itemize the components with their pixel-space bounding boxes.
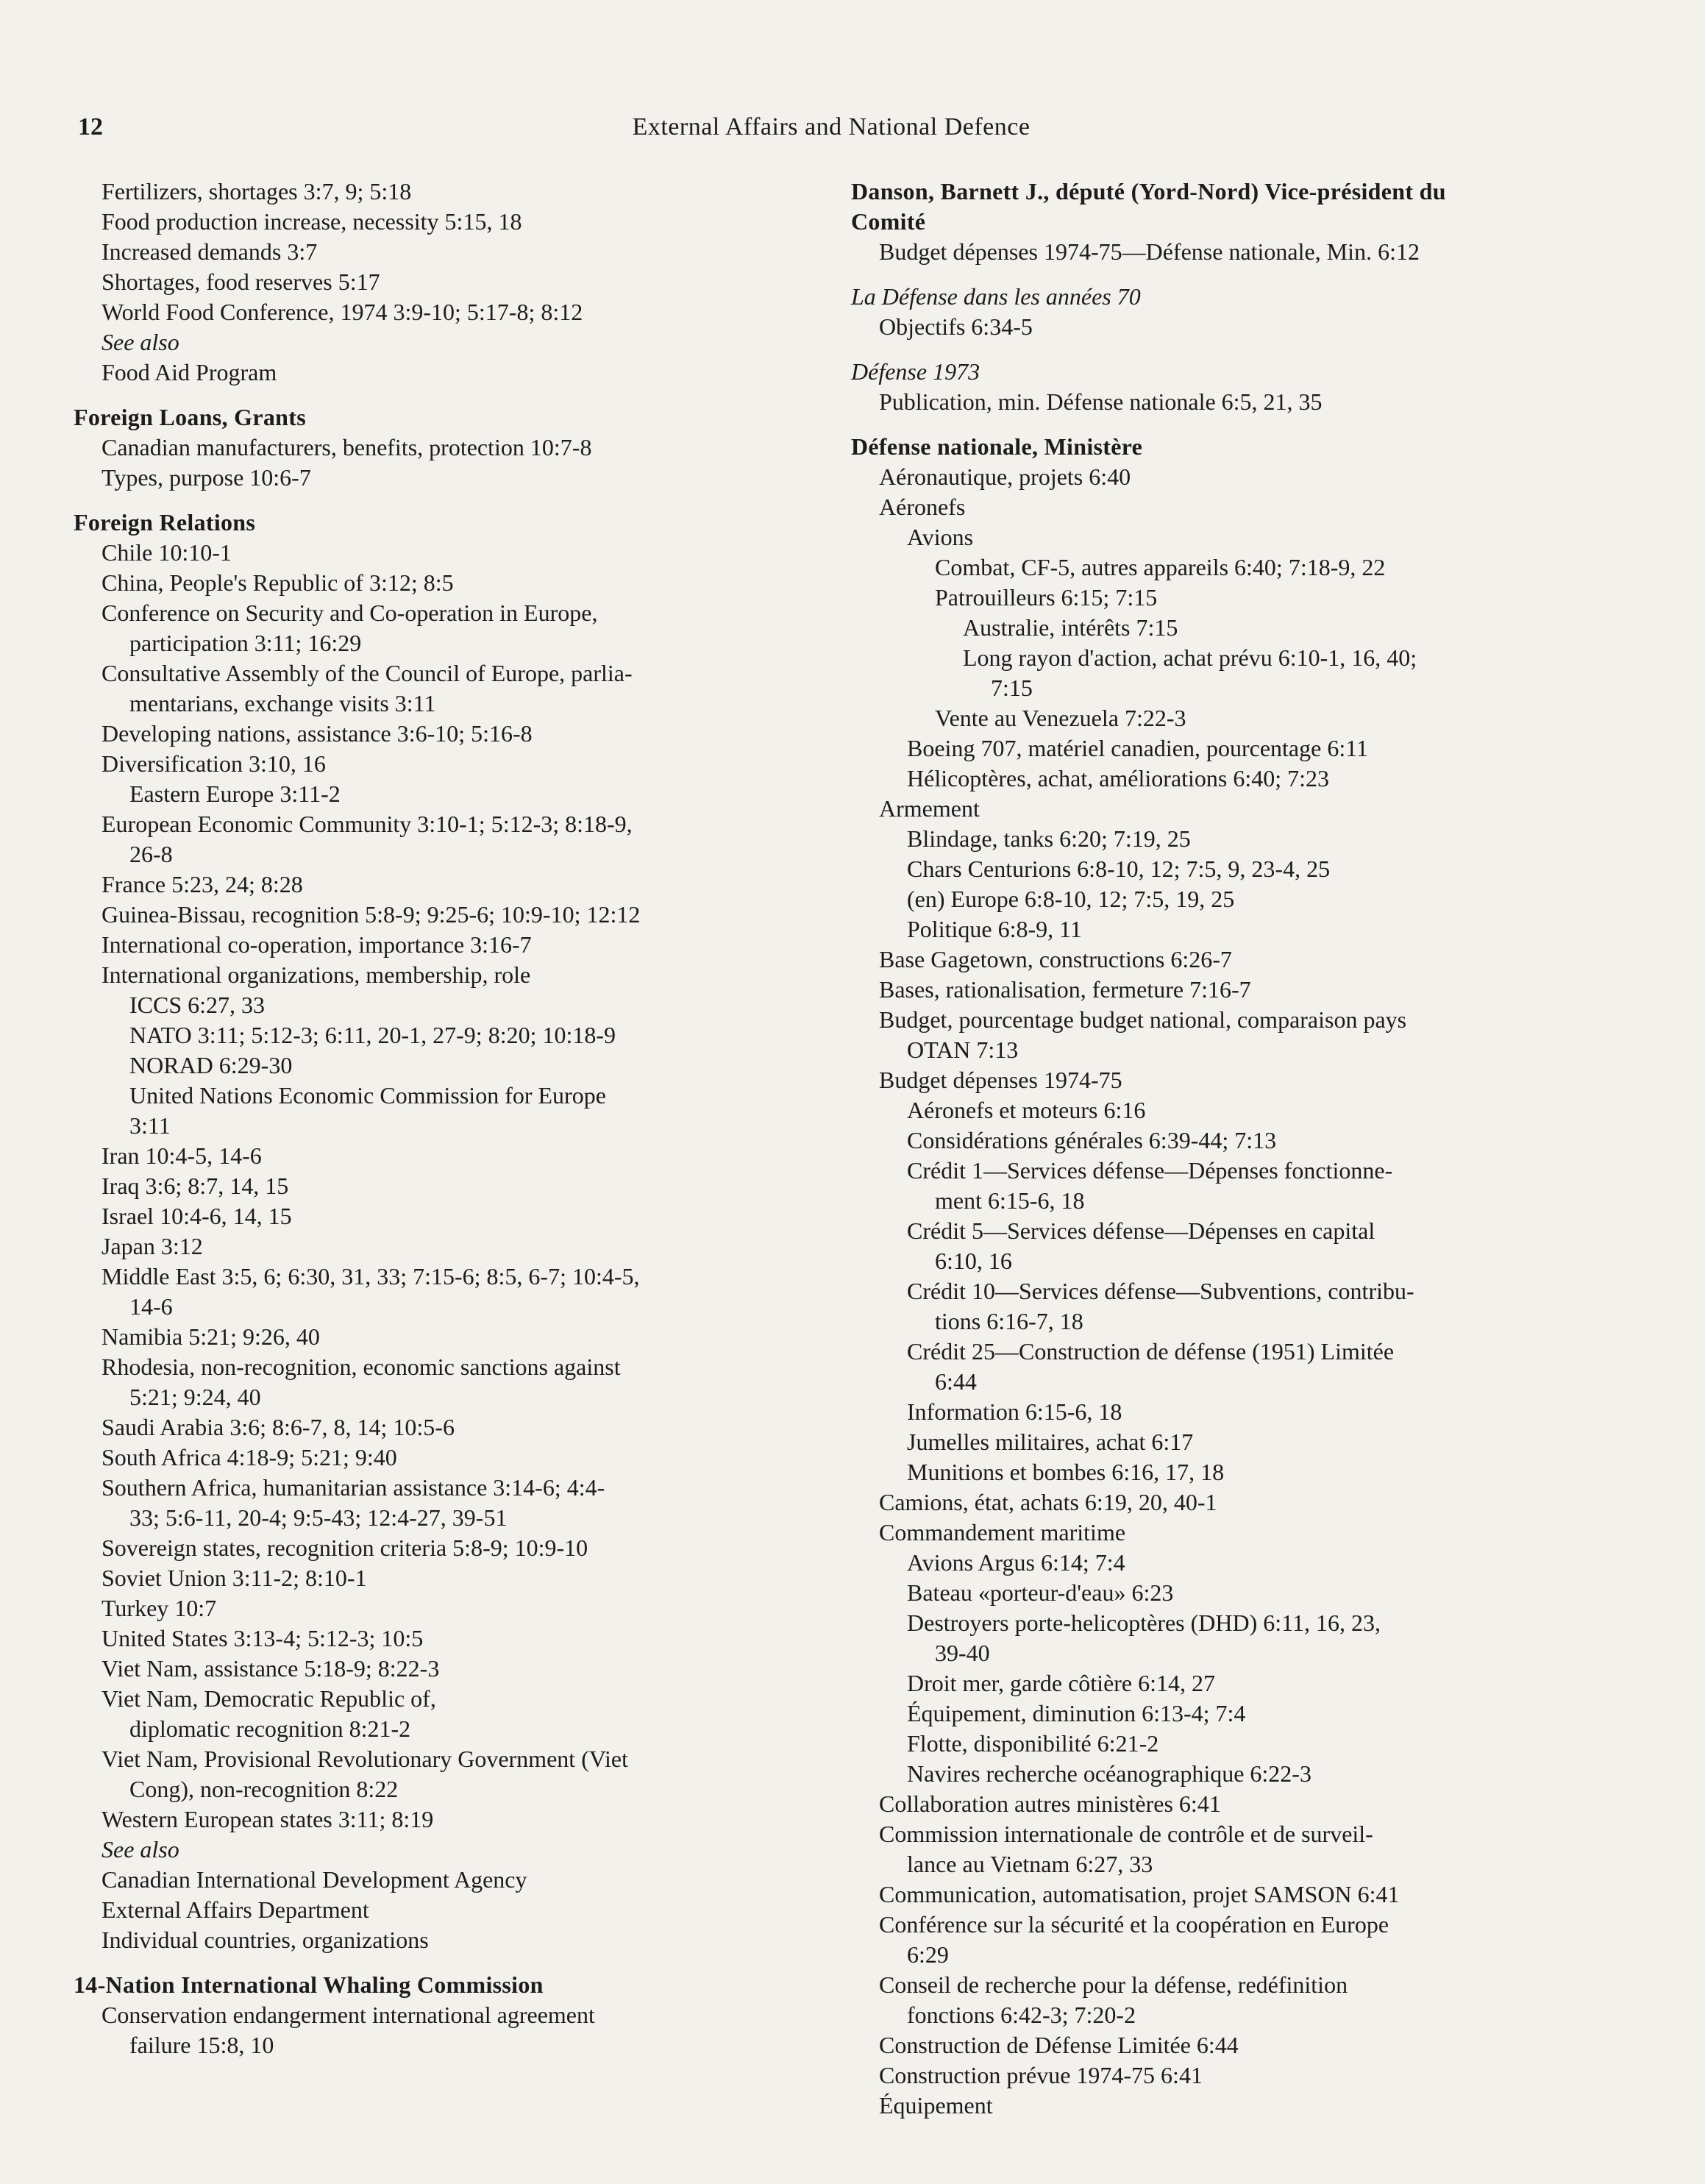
- entry-line: Japan 3:12: [102, 1233, 203, 1259]
- entry-line: ICCS 6:27, 33: [129, 992, 266, 1018]
- entry-line: Cong), non-recognition 8:22: [129, 1776, 399, 1802]
- entry-line: Turkey 10:7: [102, 1595, 217, 1621]
- entry-line: Consultative Assembly of the Council of Europe, parlia-: [102, 660, 633, 686]
- entry-line: Crédit 25—Construction de défense (1951) Limitée: [907, 1338, 1395, 1365]
- entry-line: Conservation endangerment international agreement: [102, 2002, 595, 2028]
- entry-line: Publication, min. Défense nationale 6:5, 21, 35: [879, 388, 1323, 415]
- entry-line: World Food Conference, 1974 3:9-10; 5:17-8; 8:12: [102, 299, 583, 325]
- right-column: [851, 177, 1590, 2121]
- entry-line: Long rayon d'action, achat prévu 6:10-1, 16, 40;: [963, 644, 1417, 671]
- entry-line: Destroyers porte-helicoptères (DHD) 6:11, 16, 23,: [907, 1609, 1381, 1636]
- entry-line: Rhodesia, non-recognition, economic sanctions against: [102, 1354, 621, 1380]
- entry-line: Eastern Europe 3:11-2: [129, 780, 341, 807]
- entry-line: International co-operation, importance 3:16-7: [102, 931, 532, 958]
- entry-line: Équipement: [879, 2092, 993, 2119]
- page-number: 12: [78, 113, 103, 140]
- entry-line: European Economic Community 3:10-1; 5:12-3; 8:18-9,: [102, 811, 633, 837]
- index-entry: [74, 402, 816, 493]
- entry-line: 14-6: [129, 1293, 173, 1320]
- index-entry: [851, 432, 1590, 2121]
- entry-line: External Affairs Department: [102, 1896, 369, 1923]
- entry-line: Commandement maritime: [879, 1519, 1126, 1545]
- entry-heading: Danson, Barnett J., député (Yord-Nord) Vice-président du: [851, 178, 1446, 204]
- entry-line: Budget dépenses 1974-75—Défense nationale, Min. 6:12: [879, 238, 1420, 265]
- entry-line: failure 15:8, 10: [129, 2032, 274, 2058]
- entry-line: Construction prévue 1974-75 6:41: [879, 2062, 1203, 2088]
- entry-line: Increased demands 3:7: [102, 238, 318, 265]
- entry-line: Combat, CF-5, autres appareils 6:40; 7:18-9, 22: [935, 554, 1386, 580]
- entry-line: 3:11: [129, 1112, 171, 1139]
- entry-line: Food production increase, necessity 5:15, 18: [102, 208, 522, 235]
- entry-heading: Défense nationale, Ministère: [851, 433, 1143, 460]
- entry-line: 5:21; 9:24, 40: [129, 1384, 261, 1410]
- entry-line: Soviet Union 3:11-2; 8:10-1: [102, 1565, 367, 1591]
- entry-line: International organizations, membership, role: [102, 961, 531, 988]
- entry-line: Shortages, food reserves 5:17: [102, 268, 380, 295]
- entry-line: Sovereign states, recognition criteria 5:8-9; 10:9-10: [102, 1534, 588, 1561]
- entry-line: 33; 5:6-11, 20-4; 9:5-43; 12:4-27, 39-51: [129, 1504, 508, 1531]
- entry-line: Crédit 1—Services défense—Dépenses fonctionne-: [907, 1157, 1393, 1184]
- entry-line: Western European states 3:11; 8:19: [102, 1806, 434, 1832]
- entry-line: Munitions et bombes 6:16, 17, 18: [907, 1459, 1225, 1485]
- entry-line: Bases, rationalisation, fermeture 7:16-7: [879, 976, 1251, 1003]
- entry-line: Navires recherche océanographique 6:22-3: [907, 1760, 1311, 1787]
- entry-line: fonctions 6:42-3; 7:20-2: [907, 2002, 1136, 2028]
- entry-line: 6:10, 16: [935, 1248, 1012, 1274]
- entry-line: See also: [102, 1836, 179, 1863]
- entry-line: Crédit 5—Services défense—Dépenses en capital: [907, 1217, 1375, 1244]
- entry-heading: Foreign Relations: [74, 509, 256, 536]
- entry-line: Viet Nam, Provisional Revolutionary Government (Viet: [102, 1746, 629, 1772]
- entry-line: (en) Europe 6:8-10, 12; 7:5, 19, 25: [907, 886, 1235, 912]
- index-entry: [851, 357, 1590, 417]
- entry-line: Communication, automatisation, projet SAMSON 6:41: [879, 1881, 1400, 1907]
- left-column: [74, 177, 816, 2060]
- entry-line: Crédit 10—Services défense—Subventions, contribu-: [907, 1278, 1414, 1304]
- entry-line: Canadian International Development Agency: [102, 1866, 527, 1893]
- entry-line: Flotte, disponibilité 6:21-2: [907, 1730, 1159, 1757]
- entry-line: Southern Africa, humanitarian assistance 3:14-6; 4:4-: [102, 1474, 605, 1501]
- entry-line: Aéronefs et moteurs 6:16: [907, 1097, 1146, 1123]
- entry-line: Viet Nam, Democratic Republic of,: [102, 1685, 436, 1712]
- entry-line: Israel 10:4-6, 14, 15: [102, 1203, 292, 1229]
- entry-line: Individual countries, organizations: [102, 1927, 429, 1953]
- entry-line: China, People's Republic of 3:12; 8:5: [102, 569, 454, 596]
- entry-line: Saudi Arabia 3:6; 8:6-7, 8, 14; 10:5-6: [102, 1414, 455, 1440]
- entry-line: Considérations générales 6:39-44; 7:13: [907, 1127, 1277, 1153]
- entry-line: Collaboration autres ministères 6:41: [879, 1790, 1221, 1817]
- entry-line: South Africa 4:18-9; 5:21; 9:40: [102, 1444, 397, 1470]
- entry-line: Boeing 707, matériel canadien, pourcentage 6:11: [907, 735, 1369, 761]
- entry-line: NORAD 6:29-30: [129, 1052, 293, 1078]
- entry-line: tions 6:16-7, 18: [935, 1308, 1083, 1334]
- entry-line: 7:15: [991, 675, 1033, 701]
- entry-line: participation 3:11; 16:29: [129, 630, 362, 656]
- entry-line: Fertilizers, shortages 3:7, 9; 5:18: [102, 178, 412, 204]
- entry-line: 6:29: [907, 1941, 949, 1968]
- entry-line: Commission internationale de contrôle et de surveil-: [879, 1821, 1373, 1847]
- index-entry: [74, 1970, 816, 2060]
- entry-line: United States 3:13-4; 5:12-3; 10:5: [102, 1625, 424, 1651]
- entry-line: Iran 10:4-5, 14-6: [102, 1142, 262, 1169]
- entry-line: NATO 3:11; 5:12-3; 6:11, 20-1, 27-9; 8:20; 10:18-9: [129, 1022, 616, 1048]
- entry-line: Australie, intérêts 7:15: [963, 614, 1178, 641]
- entry-line: Avions: [907, 524, 974, 550]
- entry-line: La Défense dans les années 70: [851, 283, 1141, 310]
- entry-line: Patrouilleurs 6:15; 7:15: [935, 584, 1158, 611]
- entry-heading: Foreign Loans, Grants: [74, 404, 306, 430]
- index-entry: [74, 177, 816, 388]
- entry-line: Bateau «porteur-d'eau» 6:23: [907, 1579, 1174, 1606]
- entry-line: 26-8: [129, 841, 173, 867]
- entry-line: Équipement, diminution 6:13-4; 7:4: [907, 1700, 1246, 1726]
- entry-line: Défense 1973: [851, 358, 980, 385]
- entry-line: Chile 10:10-1: [102, 539, 232, 566]
- entry-line: See also: [102, 329, 179, 355]
- entry-line: Armement: [879, 795, 980, 822]
- entry-line: Jumelles militaires, achat 6:17: [907, 1429, 1194, 1455]
- index-entry: [74, 508, 816, 1955]
- entry-line: Avions Argus 6:14; 7:4: [907, 1549, 1125, 1576]
- entry-line: ment 6:15-6, 18: [935, 1187, 1085, 1214]
- page-header: [74, 109, 1589, 153]
- entry-line: Construction de Défense Limitée 6:44: [879, 2032, 1239, 2058]
- entry-heading: 14-Nation International Whaling Commission: [74, 1971, 544, 1998]
- entry-line: mentarians, exchange visits 3:11: [129, 690, 436, 716]
- entry-line: Conférence sur la sécurité et la coopération en Europe: [879, 1911, 1389, 1938]
- entry-line: Conseil de recherche pour la défense, redéfinition: [879, 1971, 1348, 1998]
- entry-line: Conference on Security and Co-operation in Europe,: [102, 600, 598, 626]
- entry-line: Iraq 3:6; 8:7, 14, 15: [102, 1173, 289, 1199]
- entry-line: OTAN 7:13: [907, 1036, 1019, 1063]
- entry-line: France 5:23, 24; 8:28: [102, 871, 303, 897]
- entry-line: Viet Nam, assistance 5:18-9; 8:22-3: [102, 1655, 440, 1682]
- entry-line: Objectifs 6:34-5: [879, 313, 1033, 340]
- entry-line: Budget dépenses 1974-75: [879, 1067, 1122, 1093]
- entry-line: Vente au Venezuela 7:22-3: [935, 705, 1186, 731]
- entry-line: Droit mer, garde côtière 6:14, 27: [907, 1670, 1216, 1696]
- entry-line: Blindage, tanks 6:20; 7:19, 25: [907, 825, 1191, 852]
- entry-line: Base Gagetown, constructions 6:26-7: [879, 946, 1232, 972]
- entry-line: Types, purpose 10:6-7: [102, 464, 311, 491]
- entry-line: Diversification 3:10, 16: [102, 750, 326, 777]
- entry-line: United Nations Economic Commission for Europe: [129, 1082, 606, 1109]
- entry-line: Canadian manufacturers, benefits, protection 10:7-8: [102, 434, 592, 460]
- entry-heading: Comité: [851, 208, 926, 235]
- entry-line: Aéronautique, projets 6:40: [879, 463, 1131, 490]
- entry-line: Aéronefs: [879, 494, 966, 520]
- entry-line: 39-40: [935, 1640, 990, 1666]
- entry-line: Hélicoptères, achat, améliorations 6:40; 7:23: [907, 765, 1330, 792]
- entry-line: Chars Centurions 6:8-10, 12; 7:5, 9, 23-4, 25: [907, 856, 1331, 882]
- entry-line: Information 6:15-6, 18: [907, 1398, 1122, 1425]
- entry-line: lance au Vietnam 6:27, 33: [907, 1851, 1153, 1877]
- entry-line: Developing nations, assistance 3:6-10; 5:16-8: [102, 720, 533, 747]
- entry-line: Camions, état, achats 6:19, 20, 40-1: [879, 1489, 1217, 1515]
- entry-line: Politique 6:8-9, 11: [907, 916, 1082, 942]
- entry-line: Namibia 5:21; 9:26, 40: [102, 1323, 320, 1350]
- index-entry: [851, 177, 1590, 267]
- entry-line: Budget, pourcentage budget national, comparaison pays: [879, 1006, 1407, 1033]
- entry-line: Guinea-Bissau, recognition 5:8-9; 9:25-6; 10:9-10; 12:12: [102, 901, 641, 928]
- entry-line: Food Aid Program: [102, 359, 277, 385]
- entry-line: 6:44: [935, 1368, 977, 1395]
- index-entry: [851, 282, 1590, 342]
- entry-line: Middle East 3:5, 6; 6:30, 31, 33; 7:15-6; 8:5, 6-7; 10:4-5,: [102, 1263, 640, 1290]
- entry-line: diplomatic recognition 8:21-2: [129, 1715, 411, 1742]
- running-title: External Affairs and National Defence: [632, 113, 1031, 140]
